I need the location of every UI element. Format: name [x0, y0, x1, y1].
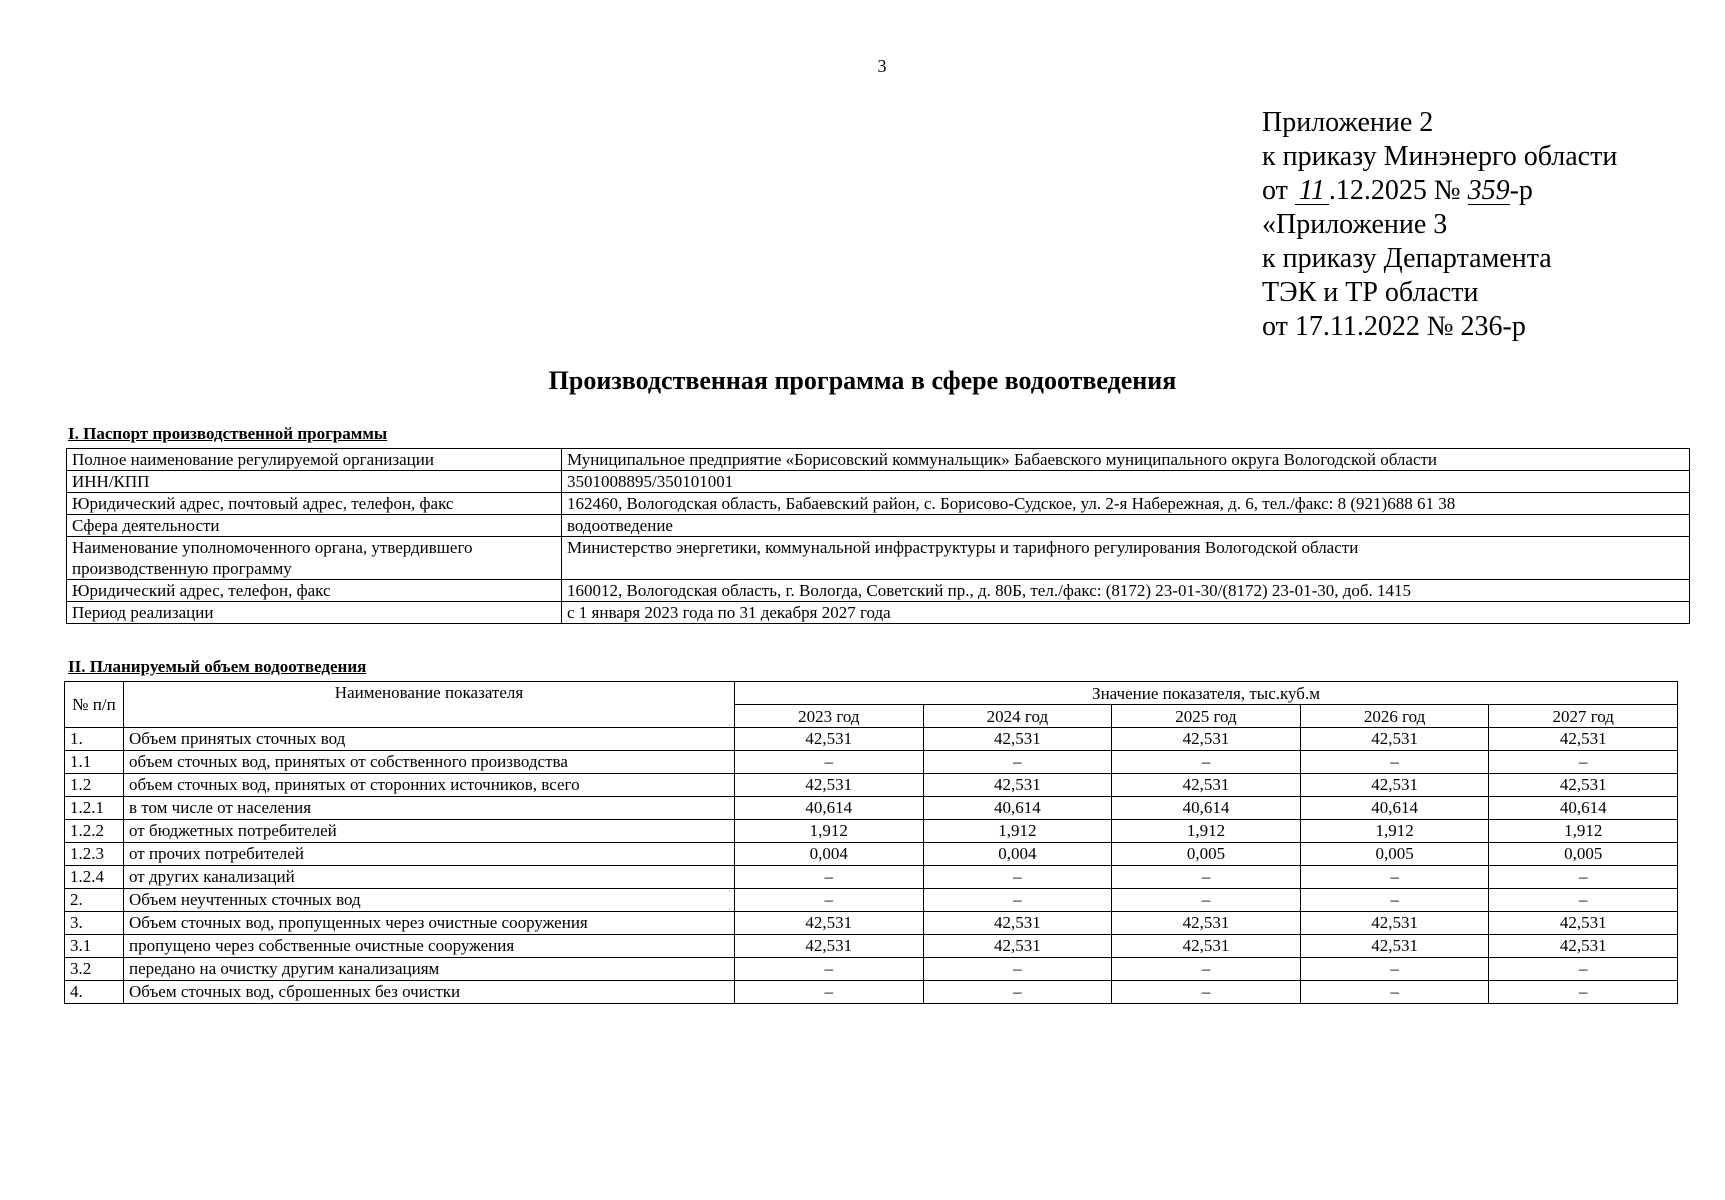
- page-number: 3: [877, 56, 887, 76]
- volume-table: [64, 681, 1678, 1004]
- appendix-line: к приказу Департамента: [1262, 243, 1552, 274]
- row-value: 42,531: [735, 774, 924, 797]
- row-value: –: [735, 751, 924, 774]
- row-name: от бюджетных потребителей: [124, 820, 735, 843]
- date-prefix: от: [1262, 175, 1288, 206]
- row-number: 1.2.2: [65, 820, 124, 843]
- row-value: 40,614: [1112, 797, 1301, 820]
- row-value: –: [1489, 958, 1678, 981]
- volume-heading: II. Планируемый объем водоотведения: [68, 657, 367, 676]
- row-name: Объем неучтенных сточных вод: [124, 889, 735, 912]
- passport-label: Период реализации: [67, 602, 562, 624]
- appendix-date-line: [1262, 174, 1617, 208]
- row-name: объем сточных вод, принятых от собственного производства: [124, 751, 735, 774]
- passport-row: [67, 449, 1690, 471]
- row-value: 42,531: [923, 728, 1112, 751]
- row-value: –: [1489, 981, 1678, 1004]
- row-value: –: [923, 751, 1112, 774]
- row-value: –: [923, 981, 1112, 1004]
- passport-row: [67, 471, 1690, 493]
- appendix-line: «Приложение 3: [1262, 209, 1448, 240]
- row-number: 1.1: [65, 751, 124, 774]
- table-row: [65, 797, 1678, 820]
- col-value-header: Значение показателя, тыс.куб.м: [735, 682, 1678, 705]
- row-value: –: [1489, 866, 1678, 889]
- handwritten-order-number: 359: [1467, 175, 1510, 206]
- table-row: [65, 912, 1678, 935]
- row-number: 1.2.3: [65, 843, 124, 866]
- row-value: 42,531: [735, 912, 924, 935]
- row-value: –: [1300, 958, 1489, 981]
- row-number: 4.: [65, 981, 124, 1004]
- row-value: 42,531: [1112, 728, 1301, 751]
- row-number: 3.1: [65, 935, 124, 958]
- row-name: Объем принятых сточных вод: [124, 728, 735, 751]
- row-value: 42,531: [923, 774, 1112, 797]
- passport-row: [67, 537, 1690, 580]
- handwritten-day: 11: [1295, 178, 1329, 205]
- row-value: 1,912: [1489, 820, 1678, 843]
- row-name: пропущено через собственные очистные сооружения: [124, 935, 735, 958]
- row-number: 3.: [65, 912, 124, 935]
- row-value: –: [1300, 981, 1489, 1004]
- row-name: передано на очистку другим канализациям: [124, 958, 735, 981]
- row-value: –: [1112, 751, 1301, 774]
- row-value: 1,912: [1300, 820, 1489, 843]
- table-row: [65, 981, 1678, 1004]
- row-value: 0,005: [1300, 843, 1489, 866]
- row-value: –: [923, 958, 1112, 981]
- row-value: 1,912: [923, 820, 1112, 843]
- table-row: [65, 866, 1678, 889]
- passport-row: [67, 493, 1690, 515]
- passport-label: Сфера деятельности: [67, 515, 562, 537]
- table-row: [65, 843, 1678, 866]
- row-value: 1,912: [735, 820, 924, 843]
- row-name: от других канализаций: [124, 866, 735, 889]
- passport-value: 3501008895/350101001: [562, 471, 1690, 493]
- row-name: в том числе от населения: [124, 797, 735, 820]
- order-suffix: -р: [1509, 175, 1533, 206]
- row-name: Объем сточных вод, сброшенных без очистки: [124, 981, 735, 1004]
- passport-value: Муниципальное предприятие «Борисовский коммунальщик» Бабаевского муниципального округа Вологодской области: [562, 449, 1690, 471]
- row-value: 40,614: [1489, 797, 1678, 820]
- appendix-block: [1262, 106, 1617, 344]
- row-value: 42,531: [1112, 774, 1301, 797]
- row-number: 1.2.4: [65, 866, 124, 889]
- row-name: от прочих потребителей: [124, 843, 735, 866]
- passport-label: ИНН/КПП: [67, 471, 562, 493]
- document-title: Производственная программа в сфере водоотведения: [548, 366, 1177, 395]
- row-value: –: [1112, 889, 1301, 912]
- table-row: [65, 774, 1678, 797]
- row-number: 1.: [65, 728, 124, 751]
- row-value: –: [1112, 866, 1301, 889]
- row-value: 42,531: [735, 728, 924, 751]
- row-value: 42,531: [1300, 774, 1489, 797]
- appendix-line: ТЭК и ТР области: [1262, 277, 1479, 308]
- passport-label: Юридический адрес, почтовый адрес, телефон, факс: [67, 493, 562, 515]
- table-row: [65, 958, 1678, 981]
- row-value: 42,531: [735, 935, 924, 958]
- year-header: 2024 год: [923, 705, 1112, 728]
- passport-row: [67, 602, 1690, 624]
- appendix-line: к приказу Минэнерго области: [1262, 141, 1618, 172]
- row-value: 42,531: [1300, 935, 1489, 958]
- passport-value: 160012, Вологодская область, г. Вологда, Советский пр., д. 80Б, тел./факс: (8172) 23-01-30/(8172) 23-01-30, доб. 1415: [562, 580, 1690, 602]
- table-row: [65, 820, 1678, 843]
- row-value: –: [923, 866, 1112, 889]
- row-value: –: [735, 866, 924, 889]
- passport-value: 162460, Вологодская область, Бабаевский район, с. Борисово-Судское, ул. 2-я Набережная, д. 6, тел./факс: 8 (921)688 61 38: [562, 493, 1690, 515]
- row-number: 3.2: [65, 958, 124, 981]
- row-value: –: [735, 981, 924, 1004]
- row-value: –: [1300, 889, 1489, 912]
- row-value: 42,531: [1112, 912, 1301, 935]
- row-value: 0,004: [735, 843, 924, 866]
- passport-label: Полное наименование регулируемой организации: [67, 449, 562, 471]
- year-header: 2025 год: [1112, 705, 1301, 728]
- row-value: 42,531: [1489, 912, 1678, 935]
- row-value: 0,005: [1489, 843, 1678, 866]
- row-value: –: [1112, 958, 1301, 981]
- row-value: –: [1300, 866, 1489, 889]
- appendix-line: Приложение 2: [1262, 107, 1434, 138]
- row-value: 40,614: [923, 797, 1112, 820]
- row-value: 40,614: [735, 797, 924, 820]
- row-value: 42,531: [1300, 728, 1489, 751]
- row-number: 2.: [65, 889, 124, 912]
- row-value: 0,005: [1112, 843, 1301, 866]
- table-row: [65, 751, 1678, 774]
- row-value: 40,614: [1300, 797, 1489, 820]
- table-row: [65, 728, 1678, 751]
- row-value: 42,531: [1300, 912, 1489, 935]
- passport-row: [67, 580, 1690, 602]
- year-header: 2026 год: [1300, 705, 1489, 728]
- appendix-line: от 17.11.2022 № 236-р: [1262, 311, 1526, 342]
- row-value: –: [1489, 889, 1678, 912]
- row-value: –: [1112, 981, 1301, 1004]
- year-header: 2023 год: [735, 705, 924, 728]
- row-value: –: [1300, 751, 1489, 774]
- table-row: [65, 889, 1678, 912]
- row-value: –: [923, 889, 1112, 912]
- row-number: 1.2: [65, 774, 124, 797]
- row-name: объем сточных вод, принятых от сторонних источников, всего: [124, 774, 735, 797]
- row-value: –: [735, 958, 924, 981]
- row-value: –: [735, 889, 924, 912]
- row-value: 42,531: [1489, 728, 1678, 751]
- passport-label: Юридический адрес, телефон, факс: [67, 580, 562, 602]
- passport-value: Министерство энергетики, коммунальной инфраструктуры и тарифного регулирования Вологодской области: [562, 537, 1690, 580]
- col-number-header: № п/п: [65, 682, 124, 728]
- row-value: 42,531: [1112, 935, 1301, 958]
- passport-label: Наименование уполномоченного органа, утвердившего производственную программу: [67, 537, 562, 580]
- row-value: 42,531: [1489, 935, 1678, 958]
- row-name: Объем сточных вод, пропущенных через очистные сооружения: [124, 912, 735, 935]
- row-value: 42,531: [1489, 774, 1678, 797]
- passport-value: с 1 января 2023 года по 31 декабря 2027 года: [562, 602, 1690, 624]
- row-number: 1.2.1: [65, 797, 124, 820]
- passport-value: водоотведение: [562, 515, 1690, 537]
- passport-table: [66, 448, 1690, 624]
- year-header: 2027 год: [1489, 705, 1678, 728]
- row-value: 1,912: [1112, 820, 1301, 843]
- row-value: 42,531: [923, 935, 1112, 958]
- table-row: [65, 935, 1678, 958]
- date-rest: .12.2025 №: [1328, 175, 1461, 206]
- row-value: –: [1489, 751, 1678, 774]
- row-value: 42,531: [923, 912, 1112, 935]
- row-value: 0,004: [923, 843, 1112, 866]
- passport-heading: I. Паспорт производственной программы: [68, 424, 388, 443]
- passport-row: [67, 515, 1690, 537]
- col-name-header: Наименование показателя: [124, 682, 735, 728]
